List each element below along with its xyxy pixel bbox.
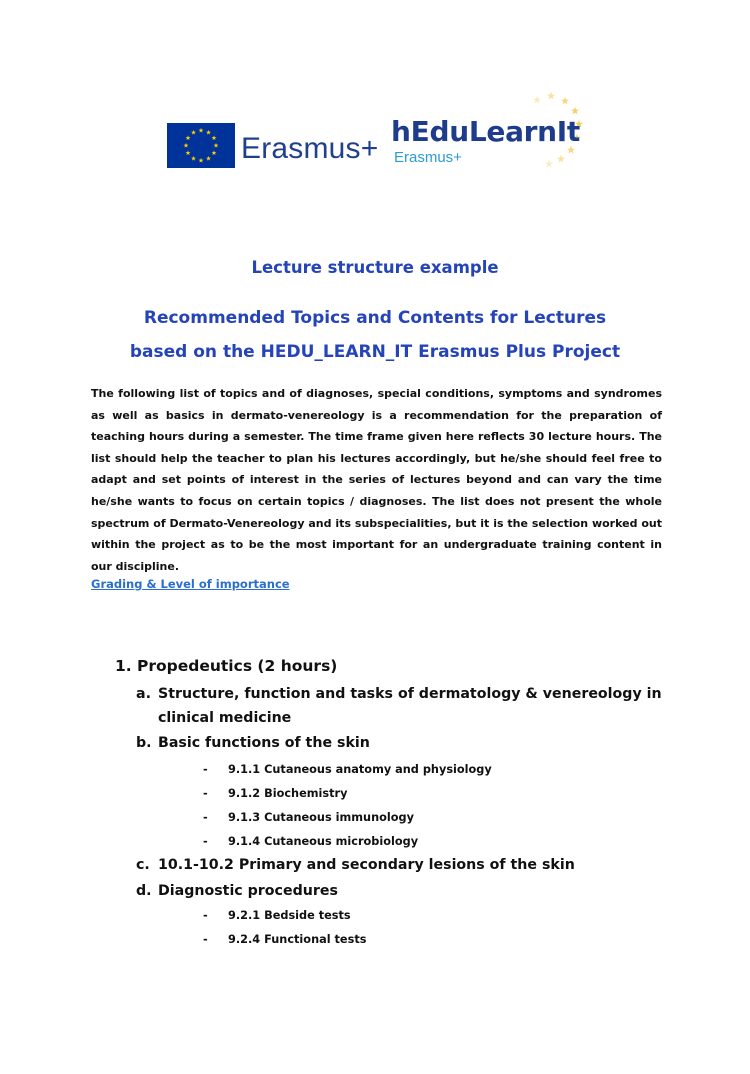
erasmus-plus-logo-text: Erasmus+ xyxy=(241,132,379,165)
list-item-text: 10.1-10.2 Primary and secondary lesions of the skin xyxy=(158,857,575,873)
project-logo-subtitle: Erasmus+ xyxy=(394,149,462,166)
list-item-text: Structure, function and tasks of dermatology & venereology in xyxy=(158,686,662,702)
list-item-text: Diagnostic procedures xyxy=(158,883,338,899)
bullet-text: 9.1.2 Biochemistry xyxy=(228,787,348,800)
section-heading xyxy=(115,655,338,677)
intro-paragraph: The following list of topics and of diagnoses, special conditions, symptoms and syndromes as well as basics in dermato-venereology is a recommendation for the preparation of teaching hours during a semester. The time frame given here reflects 30 lecture hours. The list should help the teacher to plan his lectures accordingly, but he/she should feel free to adapt and set points of interest in the series of lectures beyond and can vary the time he/she wants to focus on certain topics / diagnoses. The list does not present the whole spectrum of Dermato-Venereology and its subspecialities, but it is the selection worked out within the project as to be the most important for an undergraduate training content in our discipline. xyxy=(91,387,662,573)
bullet-marker: - xyxy=(203,787,208,800)
bullet-marker: - xyxy=(203,933,208,946)
bullet-text: 9.1.4 Cutaneous microbiology xyxy=(228,835,419,848)
bullet-text: 9.1.3 Cutaneous immunology xyxy=(228,811,414,824)
list-marker: a. xyxy=(136,686,151,702)
grading-level-link[interactable]: Grading & Level of importance xyxy=(91,577,290,591)
header-logos xyxy=(165,92,585,182)
bullet-marker: - xyxy=(203,763,208,776)
project-logo-title: hEduLearnIt xyxy=(391,115,581,148)
section-number: 1. xyxy=(115,657,132,675)
list-item-continuation: clinical medicine xyxy=(158,710,292,726)
bullet-marker: - xyxy=(203,811,208,824)
bullet-text: 9.2.1 Bedside tests xyxy=(228,909,351,922)
page-title: Lecture structure example xyxy=(251,258,499,277)
bullet-marker: - xyxy=(203,835,208,848)
bullet-text: 9.1.1 Cutaneous anatomy and physiology xyxy=(228,763,492,776)
bullet-text: 9.2.4 Functional tests xyxy=(228,933,367,946)
subtitle-line-1: Recommended Topics and Contents for Lectures xyxy=(143,308,607,328)
subtitle-line-2: based on the HEDU_LEARN_IT Erasmus Plus Project xyxy=(129,342,621,362)
list-marker: b. xyxy=(136,735,152,751)
eu-flag-icon xyxy=(167,123,235,168)
section-title: Propedeutics (2 hours) xyxy=(137,657,338,675)
bullet-marker: - xyxy=(203,909,208,922)
list-item-text: Basic functions of the skin xyxy=(158,735,370,751)
list-marker: d. xyxy=(136,883,152,899)
list-marker: c. xyxy=(136,857,150,873)
